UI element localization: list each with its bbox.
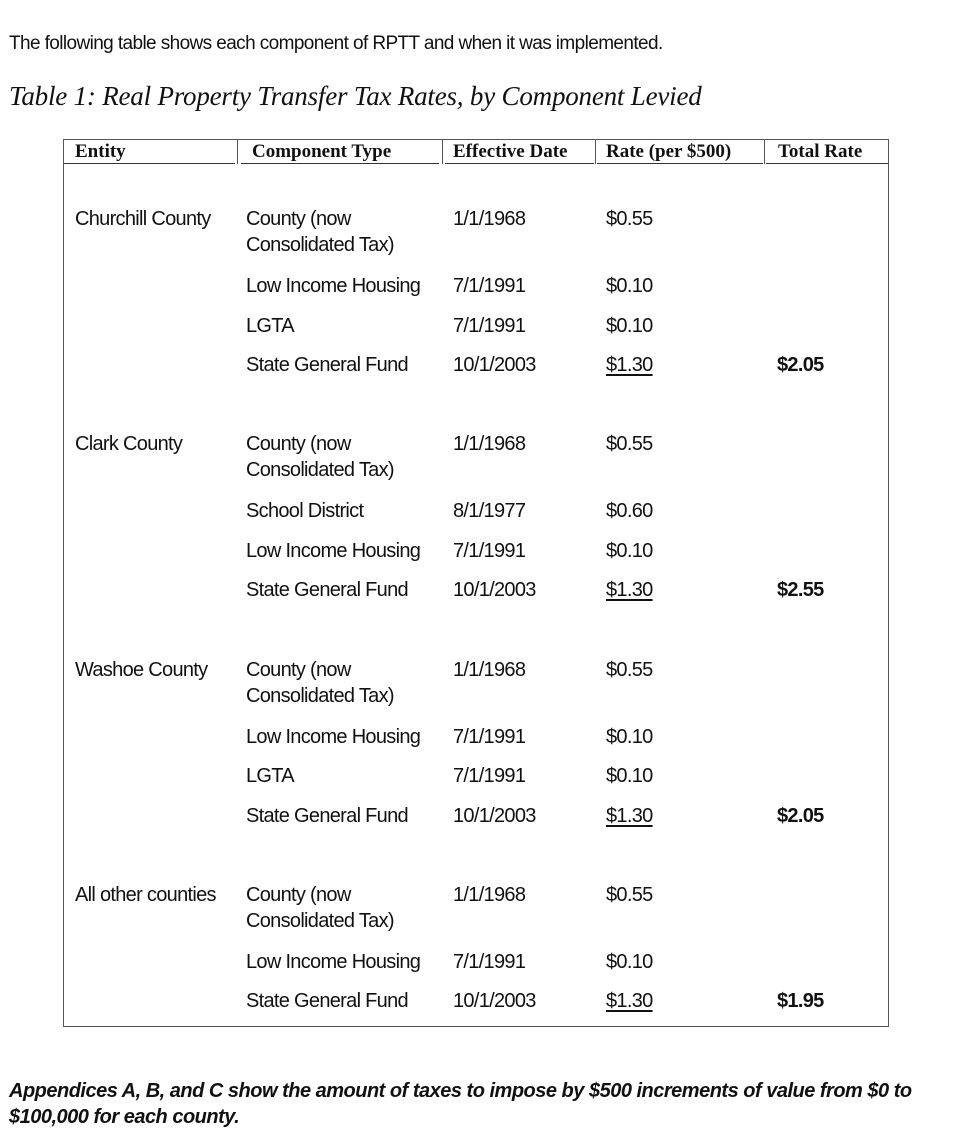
component-type: Consolidated Tax) [246, 459, 394, 481]
header-total-rate: Total Rate [766, 140, 888, 164]
header-divider [442, 140, 443, 164]
rate-value: $1.30 [606, 579, 653, 601]
entity-clark-county: Clark County [75, 433, 183, 455]
component-type: Consolidated Tax) [246, 685, 394, 707]
effective-date: 7/1/1991 [453, 315, 526, 337]
rate-value: $0.55 [606, 208, 653, 230]
component-type: School District [246, 500, 364, 522]
total-rate: $2.05 [777, 354, 824, 376]
rate-value: $0.10 [606, 726, 653, 748]
component-type: Low Income Housing [246, 951, 421, 973]
component-type: State General Fund [246, 354, 408, 376]
header-divider [595, 140, 596, 164]
component-type: State General Fund [246, 990, 408, 1012]
rate-value: $0.10 [606, 275, 653, 297]
effective-date: 10/1/2003 [453, 354, 536, 376]
component-type: Low Income Housing [246, 540, 421, 562]
effective-date: 10/1/2003 [453, 805, 536, 827]
rate-value: $0.10 [606, 540, 653, 562]
component-type: Low Income Housing [246, 726, 421, 748]
rate-value: $0.55 [606, 884, 653, 906]
effective-date: 1/1/1968 [453, 208, 526, 230]
component-type: Consolidated Tax) [246, 910, 394, 932]
component-type: County (now [246, 433, 351, 455]
header-component-type: Component Type [241, 140, 439, 164]
rate-value: $1.30 [606, 354, 653, 376]
rate-value: $0.60 [606, 500, 653, 522]
total-rate: $2.55 [777, 579, 824, 601]
intro-text: The following table shows each component of RPTT and when it was implemented. [9, 33, 663, 54]
component-type: Low Income Housing [246, 275, 421, 297]
component-type: County (now [246, 659, 351, 681]
header-divider [237, 140, 238, 164]
appendix-note: Appendices A, B, and C show the amount of taxes to impose by $500 increments of value from $0 to $100,000 for each county. [9, 1080, 912, 1128]
component-type: State General Fund [246, 805, 408, 827]
rate-value: $0.10 [606, 315, 653, 337]
component-type: Consolidated Tax) [246, 234, 394, 256]
effective-date: 7/1/1991 [453, 765, 526, 787]
rate-value: $0.10 [606, 765, 653, 787]
rptt-table [63, 139, 889, 1027]
component-type: LGTA [246, 315, 294, 337]
rate-value: $1.30 [606, 990, 653, 1012]
entity-washoe-county: Washoe County [75, 659, 208, 681]
effective-date: 1/1/1968 [453, 433, 526, 455]
component-type: County (now [246, 208, 351, 230]
rate-value: $0.55 [606, 433, 653, 455]
effective-date: 10/1/2003 [453, 579, 536, 601]
effective-date: 10/1/2003 [453, 990, 536, 1012]
rate-value: $0.55 [606, 659, 653, 681]
rate-value: $0.10 [606, 951, 653, 973]
effective-date: 7/1/1991 [453, 275, 526, 297]
component-type: LGTA [246, 765, 294, 787]
effective-date: 7/1/1991 [453, 951, 526, 973]
rate-value: $1.30 [606, 805, 653, 827]
effective-date: 8/1/1977 [453, 500, 526, 522]
header-effective-date: Effective Date [445, 140, 594, 164]
header-entity: Entity [64, 140, 235, 164]
entity-all-other-counties: All other counties [75, 884, 216, 906]
effective-date: 1/1/1968 [453, 884, 526, 906]
component-type: State General Fund [246, 579, 408, 601]
effective-date: 7/1/1991 [453, 540, 526, 562]
entity-churchill-county: Churchill County [75, 208, 211, 230]
component-type: County (now [246, 884, 351, 906]
header-rate: Rate (per $500) [597, 140, 763, 164]
total-rate: $2.05 [777, 805, 824, 827]
effective-date: 1/1/1968 [453, 659, 526, 681]
header-divider [764, 140, 765, 164]
total-rate: $1.95 [777, 990, 824, 1012]
table-caption: Table 1: Real Property Transfer Tax Rates, by Component Levied [9, 81, 702, 111]
effective-date: 7/1/1991 [453, 726, 526, 748]
